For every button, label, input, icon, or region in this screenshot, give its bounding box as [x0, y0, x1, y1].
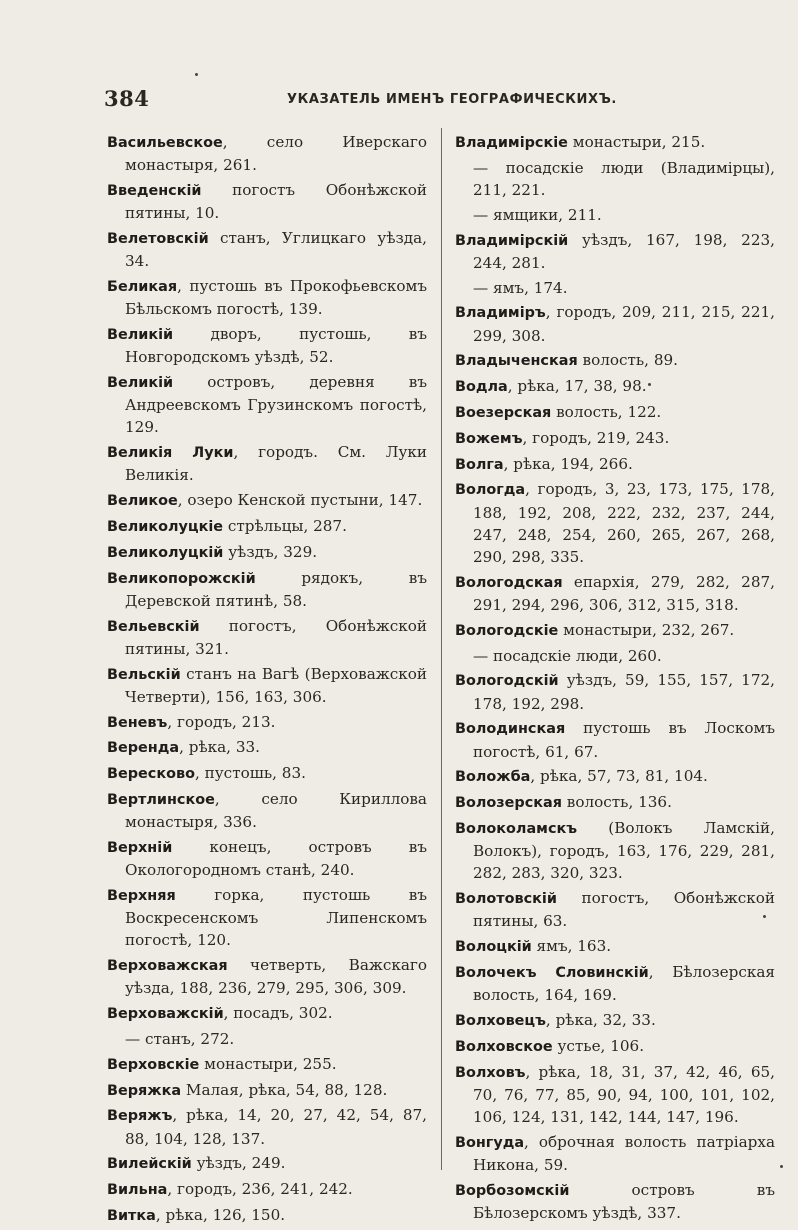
entry-text: уѣздъ, 59, 155, 157, 172, 178, 192, 298.: [473, 671, 775, 713]
index-entry: [107, 663, 427, 708]
entry-headword: Воезерская: [455, 404, 552, 421]
entry-text: уѣздъ, 249.: [191, 1154, 286, 1173]
entry-text: волость, 136.: [561, 793, 672, 812]
index-entry: [455, 765, 775, 788]
entry-headword: Верхняя: [107, 887, 176, 904]
entry-text: рядокъ, въ Деревской пятинѣ, 58.: [125, 568, 427, 610]
index-entry: [455, 619, 775, 642]
index-entry: [107, 323, 427, 368]
entry-text: , озеро Кенской пустыни, 147.: [177, 491, 423, 510]
entry-text: погостъ Обонѣжской пятины, 10.: [125, 181, 427, 223]
entry-headword: Владыченская: [455, 353, 578, 370]
entry-text: , село Кириллова монастыря, 336.: [125, 789, 427, 832]
entry-headword: Великое: [107, 493, 178, 510]
index-entry: [455, 887, 775, 932]
index-entry: [455, 1009, 775, 1032]
entry-text: , городъ, 236, 241, 242.: [167, 1180, 353, 1199]
entry-text: горка, пустошь въ Воскресенскомъ Липенскомъ погостѣ, 120.: [125, 885, 427, 950]
entry-headword: Вологодскій: [455, 673, 559, 690]
entry-text: уѣздъ, 167, 198, 223, 244, 281.: [473, 230, 775, 272]
entry-text: , рѣка, 17, 38, 98.: [507, 377, 647, 396]
entry-headword: Волочекъ Словинскій: [455, 964, 649, 981]
entry-headword: Верхній: [107, 839, 173, 856]
entry-text: , пустошь въ Прокофьевскомъ Бѣльскомъ погостѣ, 139.: [125, 277, 427, 319]
index-entry: [455, 229, 775, 274]
index-entry: [455, 1061, 775, 1129]
index-entry: [107, 615, 427, 660]
entry-text: , Бѣлозерская волость, 164, 169.: [473, 962, 775, 1005]
index-entry: [455, 935, 775, 958]
entry-text: , городъ, 209, 211, 215, 221, 299, 308.: [473, 303, 775, 345]
entry-text: островъ въ Бѣлозерскомъ уѣздѣ, 337.: [473, 1180, 775, 1222]
entry-headword: Введенскій: [107, 183, 202, 199]
column-rule: [441, 128, 442, 1170]
entry-text: погостъ, Обонѣжской пятины, 321.: [125, 616, 427, 658]
index-entry: [455, 1179, 775, 1224]
entry-headword: Великопорожскій: [107, 570, 256, 587]
index-entry: [107, 179, 427, 224]
entry-text: волость, 89.: [577, 351, 678, 370]
entry-text: , рѣка, 14, 20, 27, 42, 54, 87, 88, 104, 128, 137.: [125, 1106, 427, 1148]
index-entry: [107, 1053, 427, 1076]
entry-headword: Владимірскій: [455, 232, 569, 249]
entry-text: стрѣльцы, 287.: [223, 517, 347, 535]
index-entry: [107, 1178, 427, 1201]
entry-headword: Великія Луки: [107, 445, 234, 462]
index-entry: [107, 441, 427, 486]
index-entry: [107, 836, 427, 881]
index-entry: [107, 275, 427, 320]
index-entry: [455, 427, 775, 450]
index-entry: [455, 791, 775, 814]
entry-headword: Великолуцкіе: [107, 519, 224, 535]
entry-text: епархія, 279, 282, 287, 291, 294, 296, 306, 312, 315, 318.: [473, 572, 775, 614]
entry-text: пустошь въ Лоскомъ погостѣ, 61, 67.: [473, 719, 775, 761]
index-entry: [455, 717, 775, 762]
entry-headword: Вельевскій: [107, 618, 200, 635]
entry-headword: Вертлинское: [107, 791, 215, 808]
entry-headword: Вельскій: [107, 666, 181, 683]
index-entry: [107, 567, 427, 612]
index-entry: [455, 277, 775, 299]
entry-headword: Владимірскіе: [455, 135, 568, 151]
entry-headword: Вожемъ: [455, 430, 523, 447]
print-speck: [195, 73, 198, 76]
entry-headword: Верховскіе: [107, 1056, 200, 1073]
print-speck: [780, 1165, 783, 1168]
index-entry: [107, 762, 427, 785]
index-entry: [455, 817, 775, 885]
entry-headword: Вересково: [107, 766, 195, 783]
entry-text: — станъ, 272.: [125, 1029, 235, 1048]
index-entry: [107, 954, 427, 999]
index-entry: [107, 788, 427, 833]
index-entry: [107, 371, 427, 439]
entry-text: дворъ, пустошь, въ Новгородскомъ уѣздѣ, 52.: [125, 325, 427, 367]
index-column-right: [455, 131, 775, 1227]
entry-text: , городъ. См. Луки Великія.: [125, 443, 427, 485]
index-entry: [107, 1152, 427, 1175]
entry-text: станъ на Вагѣ (Верховажской Четверти), 156, 163, 306.: [125, 664, 427, 706]
index-entry: [455, 131, 775, 154]
entry-text: островъ, деревня въ Андреевскомъ Грузинскомъ погостѣ, 129.: [125, 373, 427, 437]
entry-headword: Вилейскій: [107, 1156, 192, 1173]
entry-text: — ямщики, 211.: [473, 205, 602, 224]
index-entry: [455, 1131, 775, 1176]
entry-text: , рѣка, 33.: [179, 738, 260, 757]
index-entry: [107, 1104, 427, 1149]
entry-text: конецъ, островъ въ Окологородномъ станѣ, 240.: [125, 837, 427, 880]
entry-headword: Ворбозомскій: [455, 1182, 570, 1199]
entry-text: , городъ, 219, 243.: [522, 428, 670, 447]
entry-headword: Володинская: [455, 721, 566, 738]
entry-text: Малая, рѣка, 54, 88, 128.: [181, 1080, 388, 1099]
entry-headword: Великій: [107, 375, 174, 391]
entry-text: , городъ, 3, 23, 173, 175, 178, 188, 192, 208, 222, 232, 237, 244, 247, 248, 254, 260, 265, 267, 268, 290, 298, 335.: [473, 480, 775, 566]
index-entry: [455, 645, 775, 667]
entry-headword: Велетовскій: [107, 231, 209, 247]
running-head: УКАЗАТЕЛЬ ИМЕНЪ ГЕОГРАФИЧЕСКИХЪ.: [287, 92, 617, 107]
entry-text: погостъ, Обонѣжской пятины, 63.: [473, 889, 775, 931]
entry-text: — ямъ, 174.: [473, 278, 568, 297]
index-entry: [455, 478, 775, 568]
entry-headword: Вологда: [455, 482, 526, 499]
index-entry: [455, 349, 775, 372]
entry-headword: Вильна: [107, 1182, 168, 1199]
entry-text: (Волокъ Ламскій, Волокъ), городъ, 163, 176, 229, 281, 282, 283, 320, 323.: [473, 818, 775, 883]
entry-headword: Вологодская: [455, 574, 563, 591]
entry-headword: Волга: [455, 456, 504, 473]
entry-text: четверть, Важскаго уѣзда, 188, 236, 279, 295, 306, 309.: [125, 956, 427, 998]
index-entry: [107, 515, 427, 538]
entry-headword: Веневъ: [107, 714, 168, 731]
index-entry: [107, 541, 427, 564]
index-entry: [455, 961, 775, 1006]
index-entry: [455, 204, 775, 226]
entry-text: станъ, Углицкаго уѣзда, 34.: [125, 229, 427, 271]
index-entry: [107, 711, 427, 734]
entry-headword: Волховское: [455, 1038, 553, 1055]
entry-headword: Волховъ: [455, 1064, 526, 1081]
entry-text: — посадскіе люди (Владимірцы), 211, 221.: [473, 158, 775, 199]
entry-headword: Водла: [455, 379, 508, 396]
entry-headword: Волотовскій: [455, 891, 557, 908]
index-entry: [455, 375, 775, 398]
entry-text: , село Иверскаго монастыря, 261.: [125, 133, 427, 175]
entry-headword: Волоцкій: [455, 939, 532, 956]
index-entry: [107, 1002, 427, 1025]
entry-text: устье, 106.: [552, 1036, 645, 1055]
index-entry: [107, 489, 427, 512]
entry-text: , посадъ, 302.: [223, 1004, 333, 1023]
entry-headword: Верховажскій: [107, 1006, 224, 1023]
entry-headword: Воложба: [455, 769, 531, 786]
entry-text: , рѣка, 126, 150.: [155, 1205, 286, 1224]
entry-headword: Васильевское: [107, 135, 223, 151]
entry-headword: Великій: [107, 327, 174, 343]
entry-headword: Веряжъ: [107, 1108, 173, 1125]
entry-text: уѣздъ, 329.: [223, 542, 318, 561]
entry-text: , городъ, 213.: [167, 712, 276, 731]
index-entry: [107, 131, 427, 176]
entry-text: , рѣка, 32, 33.: [545, 1010, 656, 1029]
entry-headword: Верховажская: [107, 958, 228, 975]
entry-text: — посадскіе люди, 260.: [473, 646, 662, 665]
entry-headword: Вонгуда: [455, 1134, 525, 1151]
index-entry: [107, 736, 427, 759]
entry-text: монастыри, 232, 267.: [558, 620, 735, 639]
entry-text: , рѣка, 57, 73, 81, 104.: [530, 767, 708, 786]
index-entry: [107, 1028, 427, 1050]
index-entry: [107, 1204, 427, 1227]
entry-text: монастыри, 255.: [199, 1054, 337, 1073]
index-entry: [455, 401, 775, 424]
index-entry: [455, 669, 775, 714]
entry-headword: Веряжка: [107, 1082, 182, 1099]
index-entry: [107, 884, 427, 952]
entry-text: ямъ, 163.: [531, 937, 612, 956]
index-entry: [107, 1079, 427, 1102]
index-entry: [455, 571, 775, 616]
entry-text: монастыри, 215.: [567, 133, 706, 151]
page-number: 384: [104, 86, 150, 111]
entry-headword: Вологодскіе: [455, 622, 559, 639]
index-entry: [455, 157, 775, 201]
entry-headword: Беликая: [107, 279, 178, 295]
entry-headword: Волховецъ: [455, 1012, 546, 1029]
index-column-left: [107, 131, 427, 1230]
entry-headword: Владиміръ: [455, 305, 546, 322]
index-entry: [455, 453, 775, 476]
index-entry: [107, 227, 427, 272]
entry-headword: Волоколамскъ: [455, 820, 578, 837]
entry-headword: Веренда: [107, 740, 180, 757]
entry-text: , рѣка, 18, 31, 37, 42, 46, 65, 70, 76, 77, 85, 90, 94, 100, 101, 102, 106, 124, 131, 142, 144, 147, 196.: [473, 1062, 775, 1126]
entry-headword: Волозерская: [455, 795, 562, 812]
entry-text: волость, 122.: [551, 402, 662, 421]
entry-headword: Великолуцкій: [107, 544, 224, 561]
entry-text: , пустошь, 83.: [194, 764, 306, 783]
entry-text: , рѣка, 194, 266.: [503, 454, 633, 473]
index-entry: [455, 301, 775, 346]
entry-text: , оброчная волость патріарха Никона, 59.: [473, 1132, 775, 1174]
entry-headword: Витка: [107, 1207, 156, 1224]
index-entry: [455, 1035, 775, 1058]
